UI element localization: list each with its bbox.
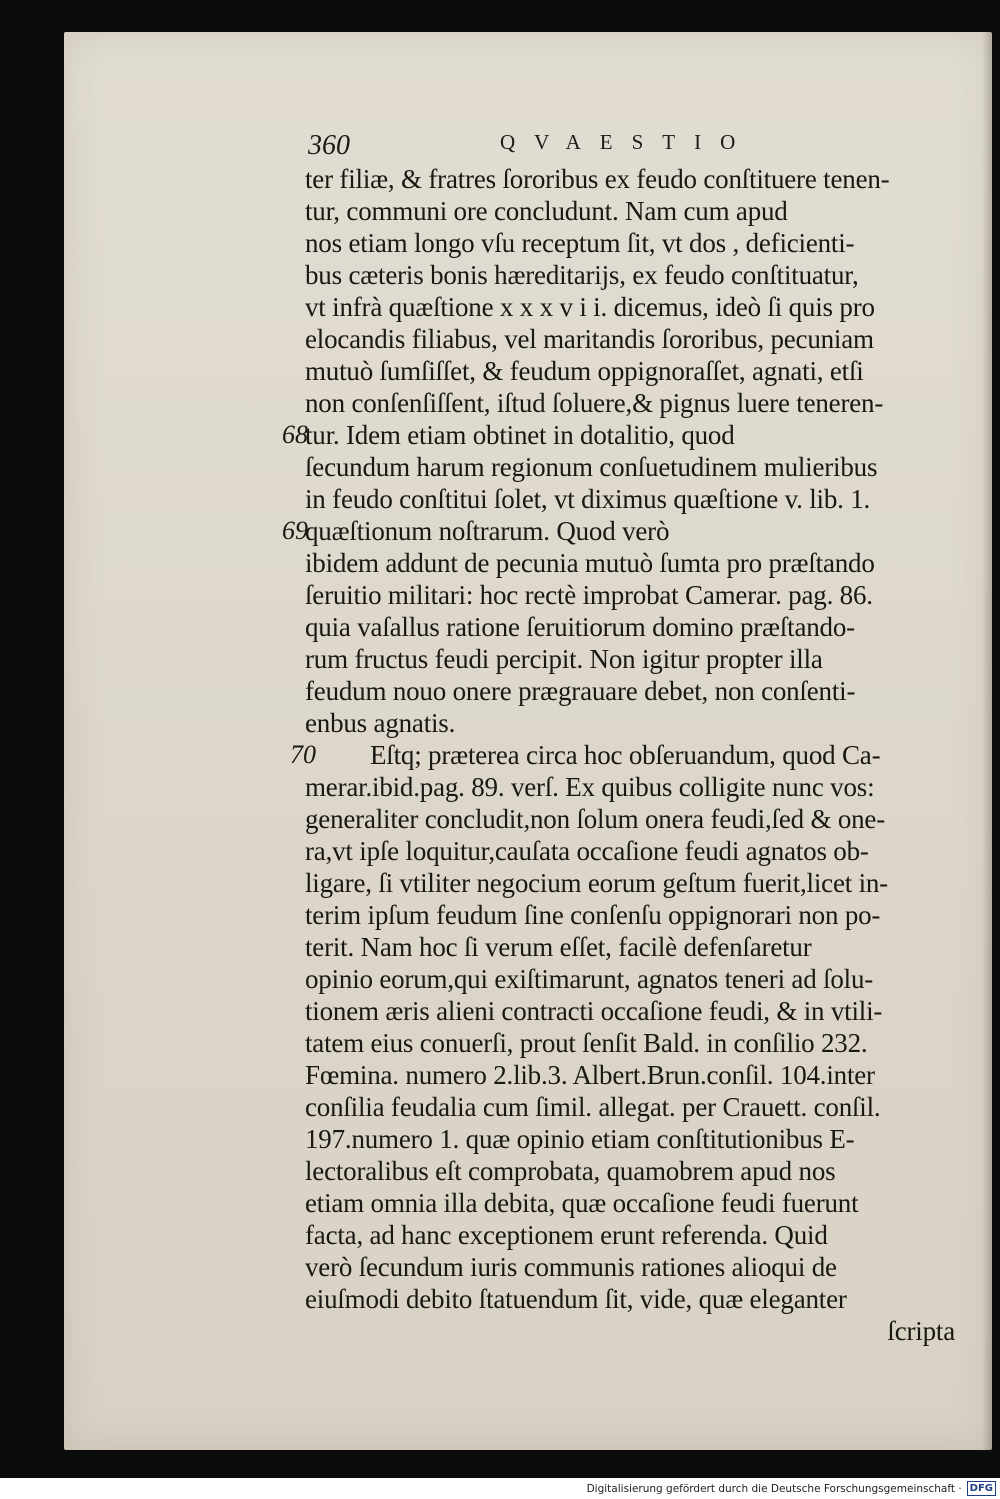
text-line: etiam omnia illa debita, quæ occaſione feudi fuerunt <box>305 1188 859 1218</box>
text-line: bus cæteris bonis hæreditarijs, ex feudo conſtituatur, <box>305 260 859 290</box>
margin-number: 68 <box>282 420 308 449</box>
text-line: tionem æris alieni contracti occaſione feudi, & in vtili- <box>305 996 883 1026</box>
text-line: Fœmina. numero 2.lib.3. Albert.Brun.conſil. 104.inter <box>305 1060 875 1090</box>
footer-credit: Digitalisierung gefördert durch die Deutsche Forschungsgemeinschaft · <box>586 1482 962 1495</box>
text-line: terit. Nam hoc ſi verum eſſet, facilè defenſaretur <box>305 932 812 962</box>
text-line: tur. Idem etiam obtinet in dotalitio, quod <box>305 420 735 450</box>
text-line: ſecundum harum regionum conſuetudinem mulieribus <box>305 452 878 482</box>
text-line: merar.ibid.pag. 89. verſ. Ex quibus colligite nunc vos: <box>305 772 875 802</box>
text-line: ibidem addunt de pecunia mutuò ſumta pro præſtando <box>305 548 875 578</box>
page-number: 360 <box>308 130 350 161</box>
text-line: ligare, ſi vtiliter negocium eorum geſtum fuerit,licet in- <box>305 868 888 898</box>
margin-number: 69 <box>282 516 308 545</box>
text-line: enbus agnatis. <box>305 708 456 738</box>
text-line: facta, ad hanc exceptionem erunt referenda. Quid <box>305 1220 828 1250</box>
text-line: ſeruitio militari: hoc rectè improbat Camerar. pag. 86. <box>305 580 873 610</box>
text-line: ter filiæ, & fratres ſororibus ex feudo conſtituere tenen- <box>305 164 890 194</box>
dfg-logo: DFG <box>967 1481 996 1496</box>
text-line: verò ſecundum iuris communis rationes alioqui de <box>305 1252 837 1282</box>
text-line: Eſtq; præterea circa hoc obſeruandum, quod Ca- <box>370 740 881 770</box>
text-line: quæſtionum noſtrarum. Quod verò <box>305 516 670 546</box>
text-line: non conſenſiſſent, iſtud ſoluere,& pignus luere teneren- <box>305 388 884 418</box>
text-line: quia vaſallus ratione ſeruitiorum domino præſtando- <box>305 612 855 642</box>
text-line: lectoralibus eſt comprobata, quamobrem apud nos <box>305 1156 836 1186</box>
text-line: generaliter concludit,non ſolum onera feudi,ſed & one- <box>305 804 885 834</box>
text-line: vt infrà quæſtione x x x v i i. dicemus, ideò ſi quis pro <box>305 292 875 322</box>
text-line: in feudo conſtitui ſolet, vt diximus quæſtione v. lib. 1. <box>305 484 871 514</box>
text-line: 197.numero 1. quæ opinio etiam conſtitutionibus E- <box>305 1124 855 1154</box>
catchword: ſcripta <box>887 1316 955 1346</box>
text-line: elocandis filiabus, vel maritandis ſororibus, pecuniam <box>305 324 874 354</box>
running-head: QVAESTIO <box>500 130 755 154</box>
text-line: opinio eorum,qui exiſtimarunt, agnatos teneri ad ſolu- <box>305 964 874 994</box>
text-line: terim ipſum feudum ſine conſenſu oppignorari non po- <box>305 900 881 930</box>
text-line: mutuò ſumſiſſet, & feudum oppignoraſſet, agnati, etſi <box>305 356 864 386</box>
text-line: nos etiam longo vſu receptum ſit, vt dos , deficienti- <box>305 228 855 258</box>
text-line: tatem eius conuerſi, prout ſenſit Bald. in conſilio 232. <box>305 1028 868 1058</box>
text-line: rum fructus feudi percipit. Non igitur propter illa <box>305 644 823 674</box>
margin-number: 70 <box>290 740 316 769</box>
footer-bar <box>0 1478 1000 1499</box>
text-line: conſilia feudalia cum ſimil. allegat. per Crauett. conſil. <box>305 1092 881 1122</box>
text-line: feudum nouo onere prægrauare debet, non conſenti- <box>305 676 856 706</box>
text-line: eiuſmodi debito ſtatuendum ſit, vide, quæ eleganter <box>305 1284 847 1314</box>
text-line: ra,vt ipſe loquitur,cauſata occaſione feudi agnatos ob- <box>305 836 869 866</box>
text-line: tur, communi ore concludunt. Nam cum apud <box>305 196 788 226</box>
